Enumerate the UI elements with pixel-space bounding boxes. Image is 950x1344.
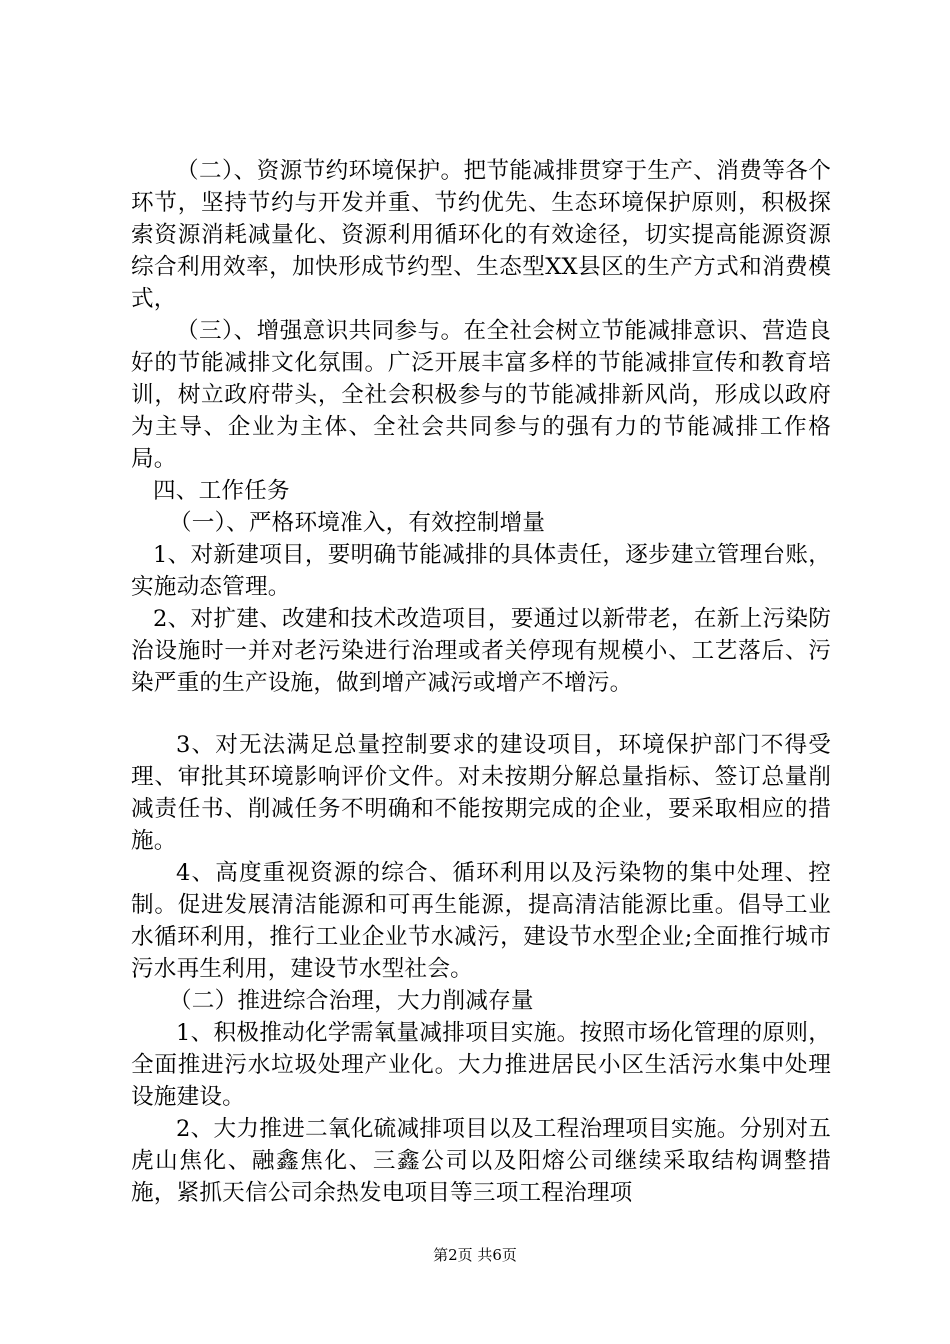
document-body xyxy=(131,155,831,1209)
paragraph-new-projects: 1、对新建项目，要明确节能减排的具体责任，逐步建立管理台账，实施动态管理。 xyxy=(131,542,831,600)
page-number-footer: 第2页 共6页 xyxy=(433,1246,517,1264)
paragraph-expansion-projects: 2、对扩建、改建和技术改造项目，要通过以新带老，在新上污染防治设施时一并对老污染进行治理或者关停现有规模小、工艺落后、污染严重的生产设施，做到增产减污或增产不增污。 xyxy=(131,606,831,696)
paragraph-so2-reduction: 2、大力推进二氧化硫减排项目以及工程治理项目实施。分别对五虎山焦化、融鑫焦化、三鑫公司以及阳熔公司继续采取结构调整措施，紧抓天信公司余热发电项目等三项工程治理项 xyxy=(131,1116,831,1206)
blank-line xyxy=(131,699,831,729)
section-heading-work-tasks: 四、工作任务 xyxy=(153,478,290,504)
subheading-strict-access: （一）、严格环境准入，有效控制增量 xyxy=(169,510,546,536)
paragraph-resource-recycling: 4、高度重视资源的综合、循环利用以及污染物的集中处理、控制。促进发展清洁能源和可再生能源，提高清洁能源比重。倡导工业水循环利用，推行工业企业节水减污，建设节水型企业;全面推行城市污水再生利用，建设节水型社会。 xyxy=(131,860,831,982)
paragraph-cod-reduction: 1、积极推动化学需氧量减排项目实施。按照市场化管理的原则，全面推进污水垃圾处理产业化。大力推进居民小区生活污水集中处理设施建设。 xyxy=(131,1020,831,1110)
paragraph-awareness: （三）、增强意识共同参与。在全社会树立节能减排意识、营造良好的节能减排文化氛围。广泛开展丰富多样的节能减排宣传和教育培训，树立政府带头，全社会积极参与的节能减排新风尚，形成以政府为主导、企业为主体、全社会共同参与的强有力的节能减排工作格局。 xyxy=(131,318,831,472)
paragraph-total-control: 3、对无法满足总量控制要求的建设项目，环境保护部门不得受理、审批其环境影响评价文件。对未按期分解总量指标、签订总量削减责任书、削减任务不明确和不能按期完成的企业，要采取相应的措施。 xyxy=(131,732,831,854)
subheading-comprehensive-treatment: （二）推进综合治理，大力削减存量 xyxy=(169,988,534,1014)
paragraph-resource-saving: （二）、资源节约环境保护。把节能减排贯穿于生产、消费等各个环节，坚持节约与开发并重、节约优先、生态环境保护原则，积极探索资源消耗减量化、资源利用循环化的有效途径，切实提高能源资源综合利用效率，加快形成节约型、生态型XX县区的生产方式和消费模式， xyxy=(131,158,831,312)
